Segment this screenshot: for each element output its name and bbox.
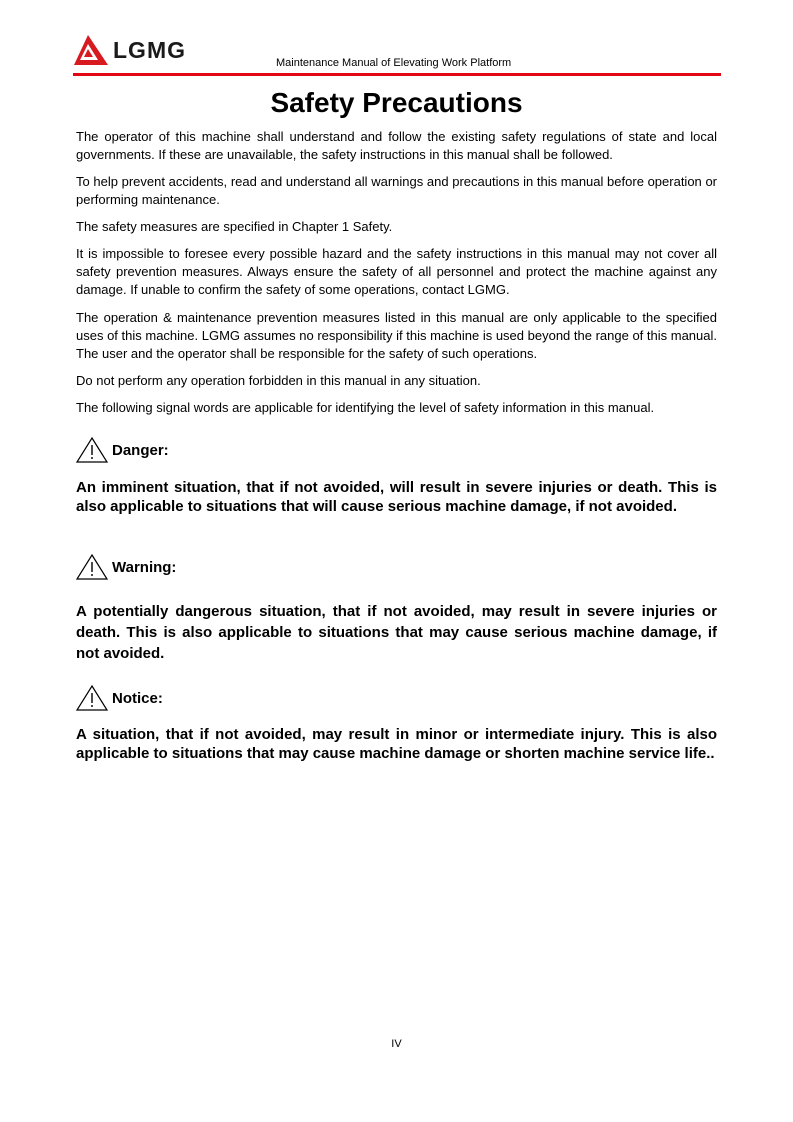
paragraph: The operator of this machine shall understand and follow the existing safety regulations of state and local governments. If these are unavailable, the safety instructions in this manual shall be followed. xyxy=(76,129,717,162)
danger-label: Danger: xyxy=(112,441,169,459)
danger-text: An imminent situation, that if not avoided, will result in severe injuries or death. This is also applicable to situations that will cause serious machine damage, if not avoided. xyxy=(76,479,717,515)
paragraph: The safety measures are specified in Chapter 1 Safety. xyxy=(76,219,393,234)
warning-triangle-icon xyxy=(76,685,108,711)
paragraph: The operation & maintenance prevention measures listed in this manual are only applicable to the specified uses of this machine. LGMG assumes no responsibility if this machine is used beyond the range of this manual. The user and the operator shall be responsible for the safety of such operations. xyxy=(76,310,717,361)
paragraph: The following signal words are applicable for identifying the level of safety information in this manual. xyxy=(76,400,655,415)
notice-heading xyxy=(76,685,163,711)
paragraph: Do not perform any operation forbidden in this manual in any situation. xyxy=(76,373,481,388)
notice-label: Notice: xyxy=(112,689,163,707)
header-rule xyxy=(73,73,721,76)
warning-triangle-icon xyxy=(76,437,108,463)
warning-triangle-icon xyxy=(76,554,108,580)
logo-triangle-icon xyxy=(74,35,108,65)
danger-heading xyxy=(76,437,169,463)
manual-title: Maintenance Manual of Elevating Work Platform xyxy=(276,57,512,69)
paragraph: It is impossible to foresee every possible hazard and the safety instructions in this manual may not cover all safety prevention measures. Always ensure the safety of all personnel and protect the machine against any damage. If unable to confirm the safety of some operations, contact LGMG. xyxy=(76,246,717,297)
lgmg-logo xyxy=(74,35,186,65)
notice-text: A situation, that if not avoided, may result in minor or intermediate injury. This is also applicable to situations that may cause machine damage or shorten machine service life.. xyxy=(76,726,717,762)
page-number: IV xyxy=(391,1038,402,1050)
warning-label: Warning: xyxy=(112,558,177,576)
logo-text: LGMG xyxy=(113,36,186,63)
paragraph: To help prevent accidents, read and understand all warnings and precautions in this manual before operation or performing maintenance. xyxy=(76,174,717,207)
warning-heading xyxy=(76,554,176,580)
warning-text: A potentially dangerous situation, that if not avoided, may result in severe injuries or death. This is also applicable to situations that may cause serious machine damage, if not avoided. xyxy=(76,603,717,662)
page-title: Safety Precautions xyxy=(270,87,523,118)
